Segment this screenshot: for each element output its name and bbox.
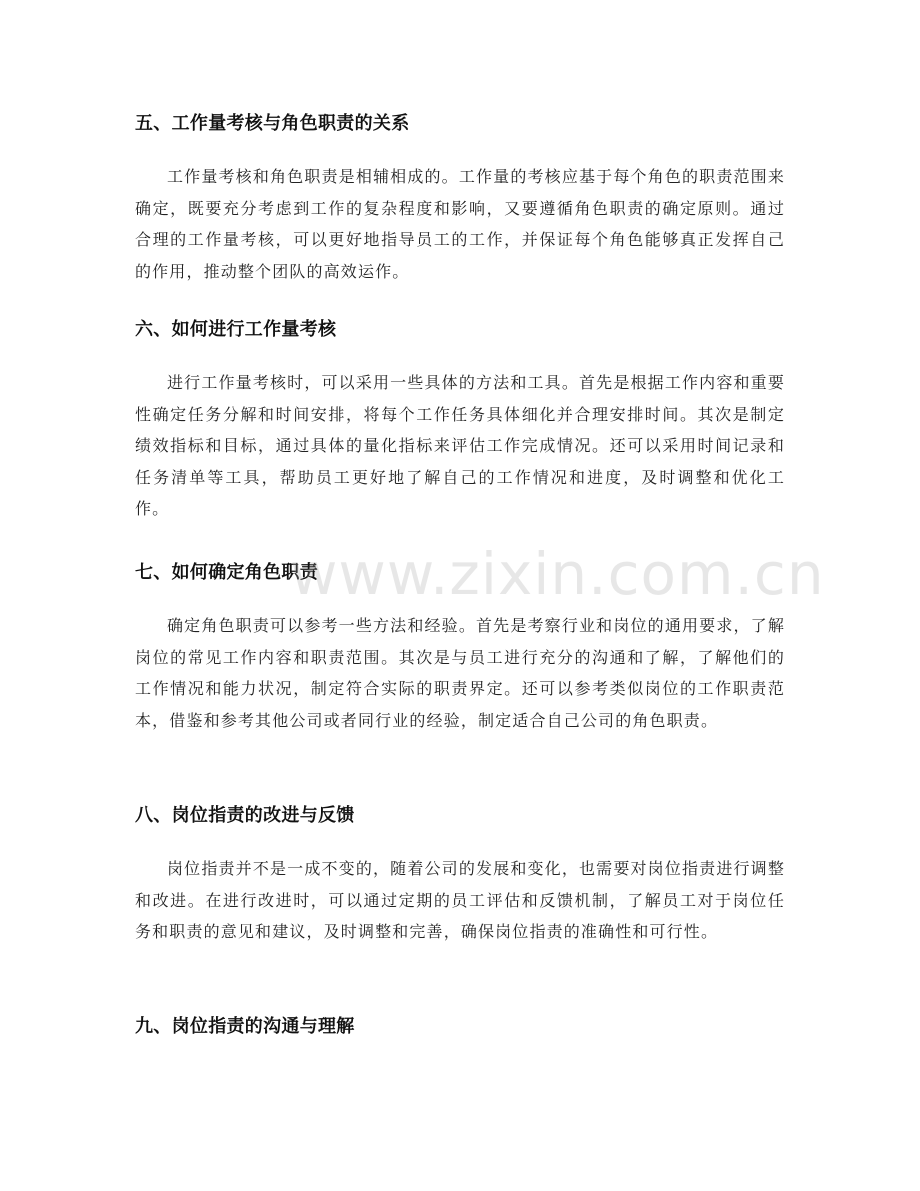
section-paragraph: 进行工作量考核时，可以采用一些具体的方法和工具。首先是根据工作内容和重要性确定任务分解和时间安排，将每个工作任务具体细化并合理安排时间。其次是制定绩效指标和目标，通过具体的量化指标来评估工作完成情况。还可以采用时间记录和任务清单等工具，帮助员工更好地了解自己的工作情况和进度，及时调整和优化工作。 xyxy=(135,373,785,518)
section-heading: 七、如何确定角色职责 xyxy=(135,562,318,583)
watermark: www.zixin.com.cn xyxy=(290,540,825,608)
section-heading: 六、如何进行工作量考核 xyxy=(135,319,337,340)
section-paragraph: 确定角色职责可以参考一些方法和经验。首先是考察行业和岗位的通用要求，了解岗位的常见工作内容和职责范围。其次是与员工进行充分的沟通和了解，了解他们的工作情况和能力状况，制定符合实际的职责界定。还可以参考类似岗位的工作职责范本，借鉴和参考其他公司或者同行业的经验，制定适合自己公司的角色职责。 xyxy=(135,616,785,730)
section-6 xyxy=(135,318,785,525)
section-7 xyxy=(135,561,785,736)
section-heading: 八、岗位指责的改进与反馈 xyxy=(135,805,355,826)
section-heading: 五、工作量考核与角色职责的关系 xyxy=(135,113,410,134)
section-8 xyxy=(135,804,785,948)
section-5 xyxy=(135,112,785,287)
section-heading: 九、岗位指责的沟通与理解 xyxy=(135,1016,355,1037)
section-paragraph: 工作量考核和角色职责是相辅相成的。工作量的考核应基于每个角色的职责范围来确定，既要充分考虑到工作的复杂程度和影响，又要遵循角色职责的确定原则。通过合理的工作量考核，可以更好地指导员工的工作，并保证每个角色能够真正发挥自己的作用，推动整个团队的高效运作。 xyxy=(135,167,785,281)
section-paragraph: 岗位指责并不是一成不变的，随着公司的发展和变化，也需要对岗位指责进行调整和改进。在进行改进时，可以通过定期的员工评估和反馈机制，了解员工对于岗位任务和职责的意见和建议，及时调整和完善，确保岗位指责的准确性和可行性。 xyxy=(135,859,785,941)
section-9 xyxy=(135,1015,785,1039)
